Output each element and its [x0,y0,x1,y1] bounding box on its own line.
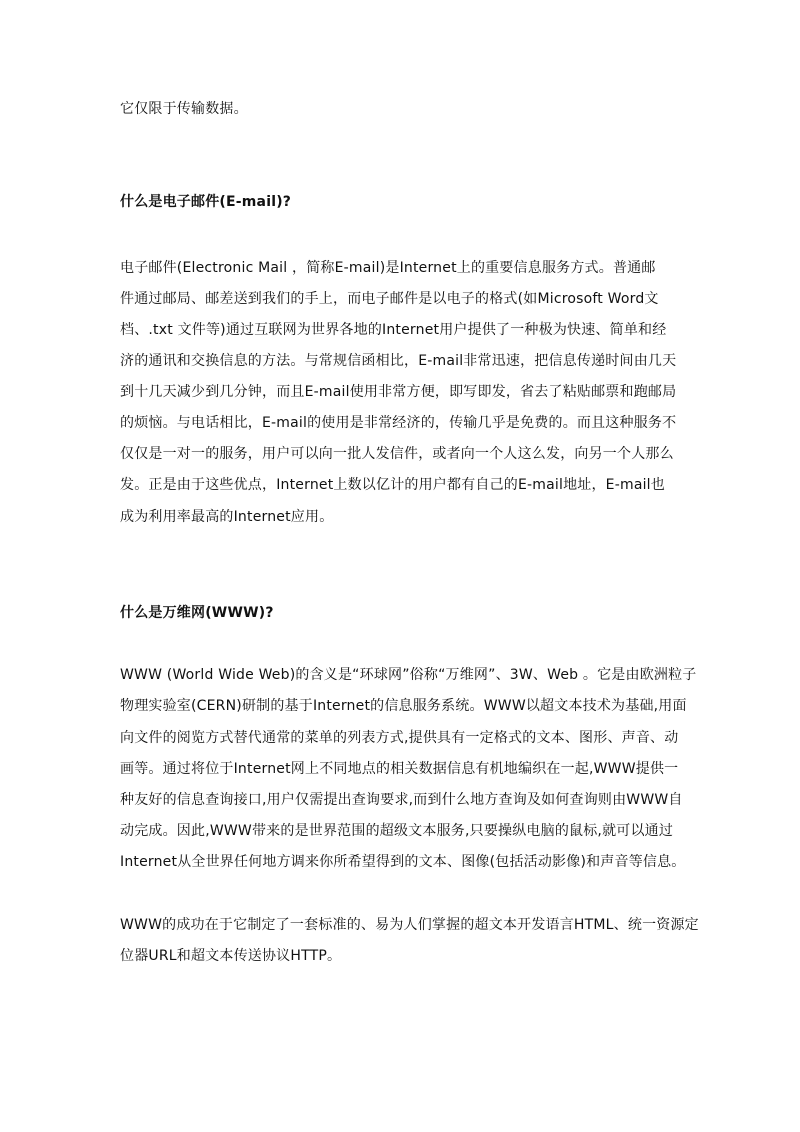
email-paragraph-line: 档、.txt 文件等)通过互联网为世界各地的Internet用户提供了一种极为快速、简单和经 [120,322,667,338]
www-paragraph-line: 画等。通过将位于Internet网上不同地点的相关数据信息有机地编织在一起,WWW提供一 [120,761,679,777]
email-paragraph-line: 发。正是由于这些优点，Internet上数以亿计的用户都有自己的E-mail地址，E-mail也 [120,477,665,493]
www-heading: 什么是万维网(WWW)? [120,605,274,621]
email-heading: 什么是电子邮件(E-mail)? [120,194,292,210]
www-paragraph-line: 种友好的信息查询接口,用户仅需提出查询要求,而到什么地方查询及如何查询则由WWW自 [120,792,683,808]
email-paragraph-line: 电子邮件(Electronic Mail ，简称E-mail)是Internet上的重要信息服务方式。普通邮 [120,260,656,276]
www-paragraph-line: WWW (World Wide Web)的含义是“环球网”俗称“万维网”、3W、Web 。它是由欧洲粒子 [120,667,697,683]
www-paragraph2-line: WWW的成功在于它制定了一套标准的、易为人们掌握的超文本开发语言HTML、统一资源定 [120,917,699,933]
www-paragraph-line: 物理实验室(CERN)研制的基于Internet的信息服务系统。WWW以超文本技术为基础,用面 [120,698,687,714]
email-paragraph-line: 到十几天减少到几分钟，而且E-mail使用非常方便，即写即发，省去了粘贴邮票和跑邮局 [120,384,677,400]
email-paragraph-line: 的烦恼。与电话相比，E-mail的使用是非常经济的，传输几乎是免费的。而且这种服务不 [120,415,677,431]
email-paragraph-line: 仅仅是一对一的服务，用户可以向一批人发信件，或者向一个人这么发，向另一个人那么 [120,446,674,462]
intro-text: 它仅限于传输数据。 [120,101,248,117]
email-paragraph-line: 件通过邮局、邮差送到我们的手上，而电子邮件是以电子的格式(如Microsoft Word文 [120,291,659,307]
www-paragraph2-line: 位器URL和超文本传送协议HTTP。 [120,948,342,964]
www-paragraph-line: 向文件的阅览方式替代通常的菜单的列表方式,提供具有一定格式的文本、图形、声音、动 [120,730,679,746]
www-paragraph-line: 动完成。因此,WWW带来的是世界范围的超级文本服务,只要操纵电脑的鼠标,就可以通过 [120,823,674,839]
www-paragraph-line: Internet从全世界任何地方调来你所希望得到的文本、图像(包括活动影像)和声音等信息。 [120,854,686,870]
email-paragraph-line: 济的通讯和交换信息的方法。与常规信函相比，E-mail非常迅速，把信息传递时间由几天 [120,353,677,369]
email-paragraph-line: 成为利用率最高的Internet应用。 [120,509,334,525]
